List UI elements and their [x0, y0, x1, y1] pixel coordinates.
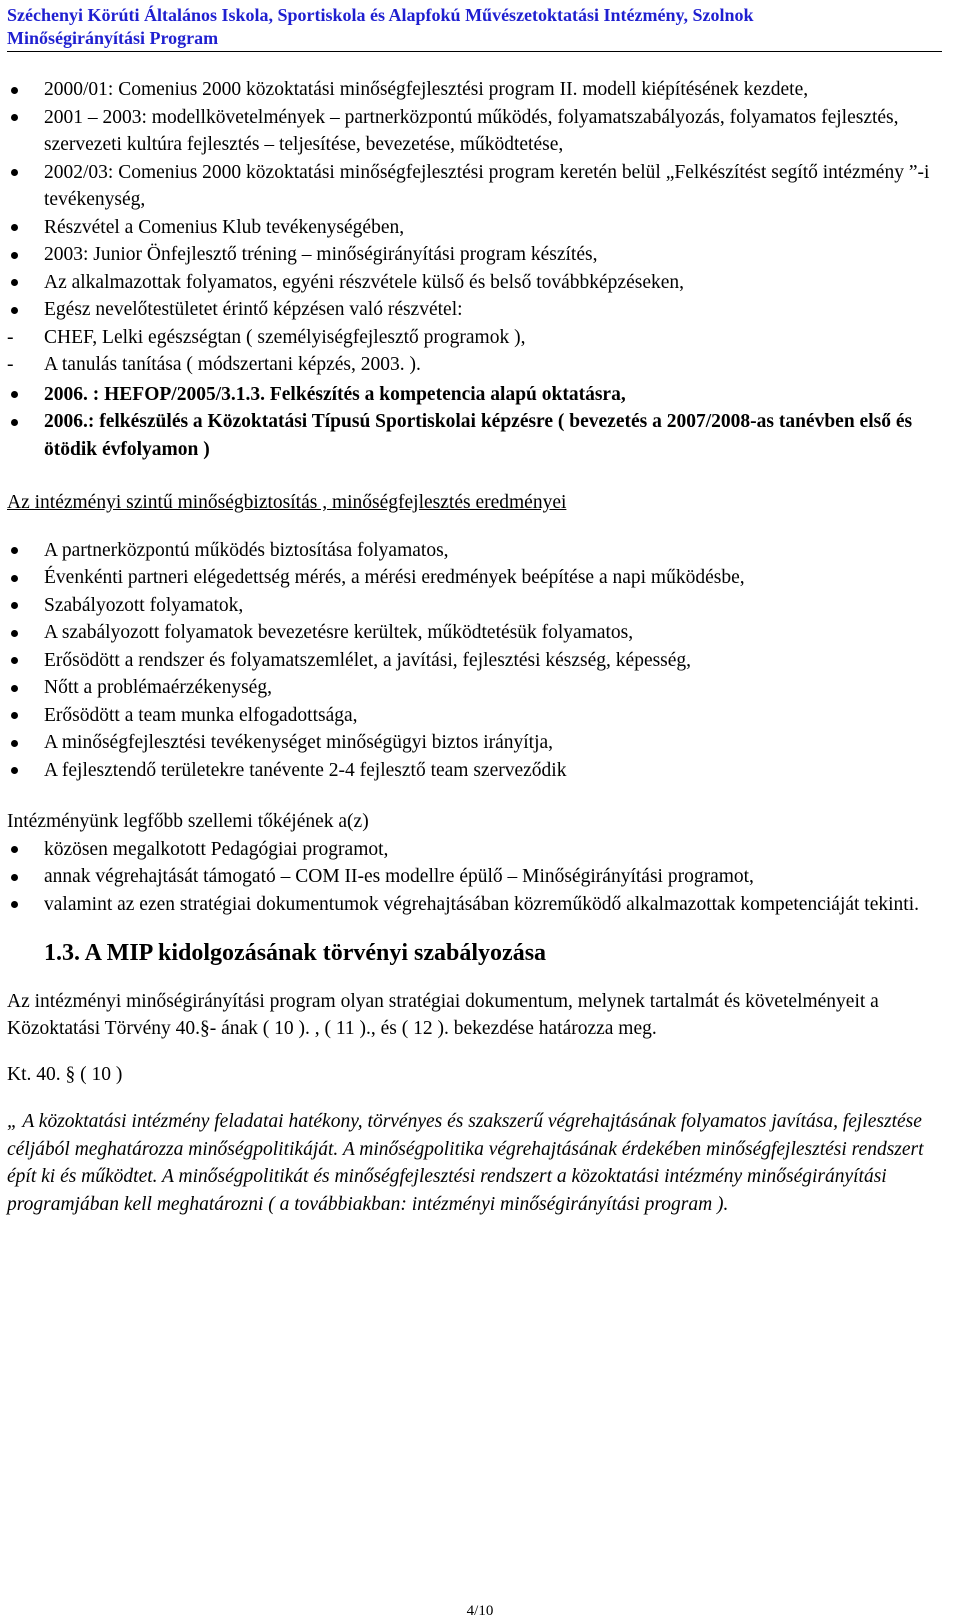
list-item: Szabályozott folyamatok, [7, 592, 947, 620]
dash-item: - CHEF, Lelki egészségtan ( személyiségfejlesztő programok ), [7, 324, 947, 352]
list-item: 2002/03: Comenius 2000 közoktatási minőségfejlesztési program keretén belül „Felkészítést segítő intézmény ”-i tevékenység, [7, 159, 947, 214]
law-quote: „ A közoktatási intézmény feladatai hatékony, törvényes és szakszerű végrehajtásának folyamatos javítása, fejlesztése céljából meghatározza minőségpolitikáját. A minőségpolitika végrehajtásának érdekében minőségfejlesztési rendszert épít ki és működtet. A minőségpolitikát és minőségfejlesztési rendszert a közoktatási intézmény minőségirányítási programjában kell meghatározni ( a továbbiakban: intézményi minőségirányítási program ). [7, 1111, 924, 1215]
page-header [7, 4, 947, 50]
list-item: közösen megalkotott Pedagógiai programot, [7, 836, 947, 864]
list-item: Egész nevelőtestületet érintő képzésen való részvétel: [7, 296, 947, 324]
capital-list [7, 836, 947, 919]
history-list [7, 76, 947, 324]
law-reference: Kt. 40. § ( 10 ) [7, 1063, 123, 1085]
header-institution: Széchenyi Körúti Általános Iskola, Sportiskola és Alapfokú Művészetoktatási Intézmény, Szolnok [7, 5, 754, 25]
list-item: A fejlesztendő területekre tanévente 2-4 fejlesztő team szerveződik [7, 757, 947, 785]
dash-item: - A tanulás tanítása ( módszertani képzés, 2003. ). [7, 351, 947, 379]
list-item: Évenkénti partneri elégedettség mérés, a mérési eredmények beépítése a napi működésbe, [7, 564, 947, 592]
list-item: 2000/01: Comenius 2000 közoktatási minőségfejlesztési program II. modell kiépítésének kezdete, [7, 76, 947, 104]
results-title: Az intézményi szintű minőségbiztosítás , minőségfejlesztés eredményei [7, 492, 567, 513]
list-item: A szabályozott folyamatok bevezetésre kerültek, működtetésük folyamatos, [7, 619, 947, 647]
list-item: 2006.: felkészülés a Közoktatási Típusú Sportiskolai képzésre ( bevezetés a 2007/2008-as tanévben első és ötödik évfolyamon ) [7, 408, 947, 463]
list-item: 2001 – 2003: modellkövetelmények – partnerközpontú működés, folyamatszabályozás, folyamatos fejlesztés, szervezeti kultúra fejlesztés – teljesítése, bevezetése, működtetése, [7, 104, 947, 159]
list-item: 2006. : HEFOP/2005/3.1.3. Felkészítés a kompetencia alapú oktatásra, [7, 381, 947, 409]
header-divider [7, 51, 942, 52]
bold-list [7, 381, 947, 464]
document-body [7, 76, 947, 1218]
list-item: valamint az ezen stratégiai dokumentumok végrehajtásában közreműködő alkalmazottak kompetenciáját tekinti. [7, 891, 947, 919]
list-item: Erősödött a rendszer és folyamatszemlélet, a javítási, fejlesztési készség, képesség, [7, 647, 947, 675]
list-item: Nőtt a problémaérzékenység, [7, 674, 947, 702]
section-heading: 1.3. A MIP kidolgozásának törvényi szabályozása [44, 940, 547, 966]
results-list [7, 537, 947, 785]
list-item: Az alkalmazottak folyamatos, egyéni részvétele külső és belső továbbképzéseken, [7, 269, 947, 297]
list-item: annak végrehajtását támogató – COM II-es modellre épülő – Minőségirányítási programot, [7, 863, 947, 891]
training-dash-list [7, 324, 947, 379]
list-item: Erősödött a team munka elfogadottsága, [7, 702, 947, 730]
page-number: 4/10 [466, 1603, 494, 1619]
list-item: 2003: Junior Önfejlesztő tréning – minőségirányítási program készítés, [7, 241, 947, 269]
capital-intro: Intézményünk legfőbb szellemi tőkéjének a(z) [7, 811, 369, 832]
intro-paragraph: Az intézményi minőségirányítási program olyan stratégiai dokumentum, melynek tartalmát és követelményeit a Közoktatási Törvény 40.§- ának ( 10 ). , ( 11 )., és ( 12 ). bekezdése határozza meg. [7, 990, 879, 1039]
list-item: A partnerközpontú működés biztosítása folyamatos, [7, 537, 947, 565]
header-program: Minőségirányítási Program [7, 28, 219, 48]
list-item: Részvétel a Comenius Klub tevékenységében, [7, 214, 947, 242]
list-item: A minőségfejlesztési tevékenységet minőségügyi biztos irányítja, [7, 729, 947, 757]
